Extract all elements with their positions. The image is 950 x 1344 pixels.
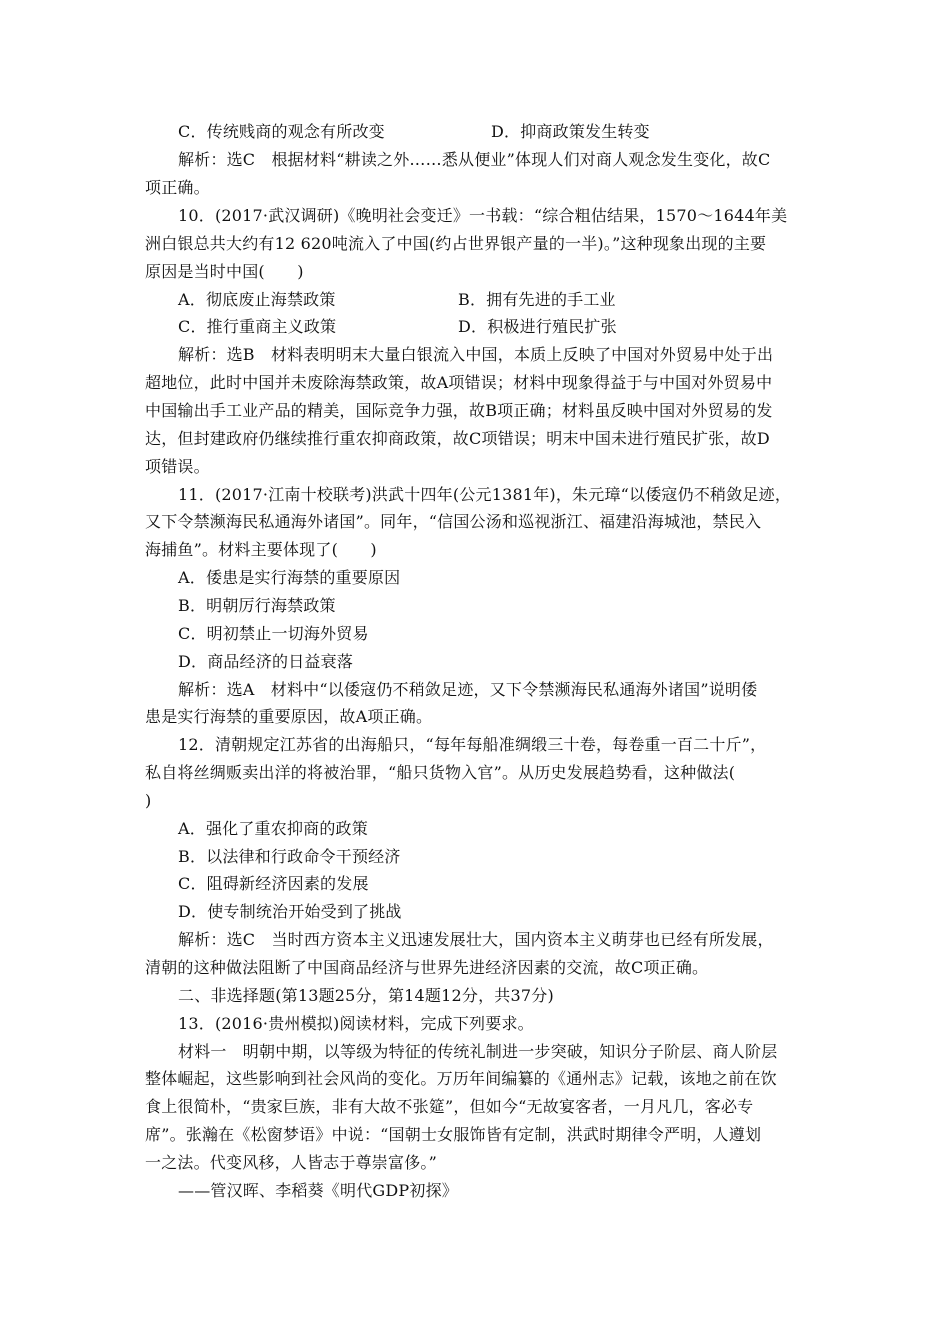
- text-line: 解析：选A 材料中“以倭寇仍不稍敛足迹，又下令禁濒海民私通海外诸国”说明倭: [178, 680, 758, 699]
- text-line: 超地位，此时中国并未废除海禁政策，故A项错误；材料中现象得益于与中国对外贸易中: [145, 373, 773, 392]
- text-line: 10．(2017·武汉调研)《晚明社会变迁》一书载：“综合粗估结果，1570～1644年美: [178, 206, 788, 225]
- text-line: 食上很简朴，“贵家巨族，非有大故不张筵”，但如今“无故宴客者，一月凡几，客必专: [145, 1097, 754, 1116]
- text-line: 海捕鱼”。材料主要体现了( ): [145, 540, 377, 559]
- text-line: 患是实行海禁的重要原因，故A项正确。: [145, 707, 433, 726]
- text-line: 中国输出手工业产品的精美，国际竞争力强，故B项正确；材料虽反映中国对外贸易的发: [145, 401, 773, 420]
- text-line: 又下令禁濒海民私通海外诸国”。同年，“信国公汤和巡视浙江、福建沿海城池，禁民入: [145, 512, 762, 531]
- text-line: B．以法律和行政命令干预经济: [178, 847, 401, 866]
- text-line: 原因是当时中国( ): [145, 262, 304, 281]
- text-line: C．明初禁止一切海外贸易: [178, 624, 369, 643]
- text-line: 清朝的这种做法阻断了中国商品经济与世界先进经济因素的交流，故C项正确。: [145, 958, 709, 977]
- section-heading: 二、非选择题(第13题25分，第14题12分，共37分): [178, 986, 554, 1005]
- text-line: 解析：选C 根据材料“耕读之外……悉从便业”体现人们对商人观念发生变化，故C: [178, 150, 771, 169]
- text-line: A．倭患是实行海禁的重要原因: [178, 568, 401, 587]
- text-line: 解析：选B 材料表明明末大量白银流入中国，本质上反映了中国对外贸易中处于出: [178, 345, 774, 364]
- text-line: ): [145, 791, 152, 810]
- text-line: 达，但封建政府仍继续推行重农抑商政策，故C项错误；明末中国未进行殖民扩张，故D: [145, 429, 770, 448]
- text-line: A．彻底废止海禁政策 B．拥有先进的手工业: [178, 290, 616, 309]
- text-line: B．明朝厉行海禁政策: [178, 596, 336, 615]
- text-line: 12．清朝规定江苏省的出海船只，“每年每船准绸缎三十卷，每卷重一百二十斤”，: [178, 735, 767, 754]
- text-line: 项错误。: [145, 457, 210, 476]
- text-line: 席”。张瀚在《松窗梦语》中说：“国朝士女服饰皆有定制，洪武时期律令严明，人遵划: [145, 1125, 762, 1144]
- text-line: 13．(2016·贵州模拟)阅读材料，完成下列要求。: [178, 1014, 534, 1033]
- text-line: 解析：选C 当时西方资本主义迅速发展壮大，国内资本主义萌芽也已经有所发展，: [178, 930, 774, 949]
- text-line: 材料一 明朝中期，以等级为特征的传统礼制进一步突破，知识分子阶层、商人阶层: [178, 1042, 778, 1061]
- text-line: 11．(2017·江南十校联考)洪武十四年(公元1381年)，朱元璋“以倭寇仍不稍敛足迹，: [178, 485, 792, 504]
- text-line: 私自将丝绸贩卖出洋的将被治罪，“船只货物入官”。从历史发展趋势看，这种做法(: [145, 763, 736, 782]
- text-line: D．商品经济的日益衰落: [178, 652, 354, 671]
- text-line: 整体崛起，这些影响到社会风尚的变化。万历年间编纂的《通州志》记载，该地之前在饮: [145, 1069, 777, 1088]
- text-line: 项正确。: [145, 178, 210, 197]
- text-line: C．推行重商主义政策 D．积极进行殖民扩张: [178, 317, 617, 336]
- text-line: D．使专制统治开始受到了挑战: [178, 902, 402, 921]
- text-line: 洲白银总共大约有12 620吨流入了中国(约占世界银产量的一半)。”这种现象出现的主要: [145, 234, 767, 253]
- citation-line: ——管汉晖、李稻葵《明代GDP初探》: [178, 1181, 458, 1200]
- text-line: A．强化了重农抑商的政策: [178, 819, 368, 838]
- text-line: 一之法。代变风移，人皆志于尊崇富侈。”: [145, 1153, 437, 1172]
- text-line: C．传统贱商的观念有所改变 D．抑商政策发生转变: [178, 122, 650, 141]
- text-line: C．阻碍新经济因素的发展: [178, 874, 369, 893]
